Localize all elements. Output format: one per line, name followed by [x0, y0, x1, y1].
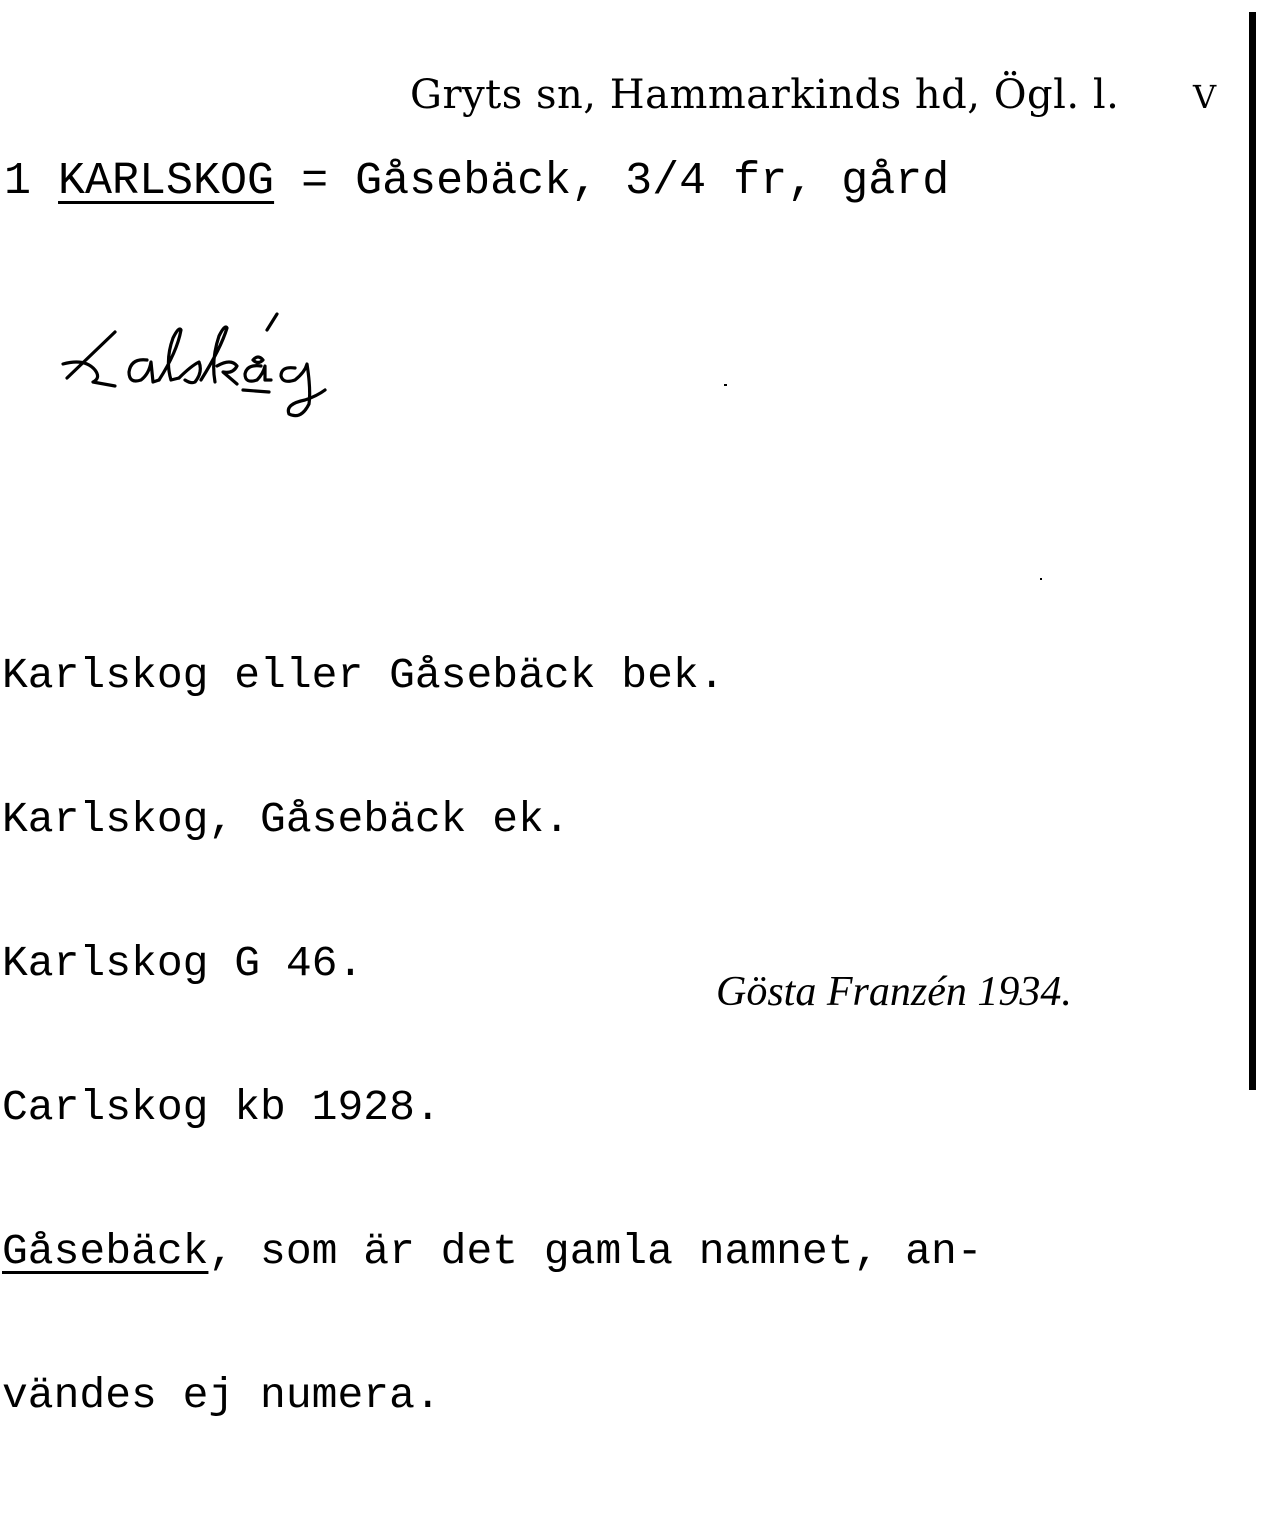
signature: Gösta Franzén 1934. — [716, 969, 1072, 1015]
text-line-3: Karlskog G 46. — [2, 939, 364, 988]
text-line-6: vändes ej numera. — [2, 1371, 441, 1420]
corner-mark: V — [1193, 78, 1217, 116]
card-edge-rule — [1249, 12, 1256, 1090]
entry-rest: Gåsebäck, 3/4 fr, gård — [355, 156, 950, 207]
text-line-2: Karlskog, Gåsebäck ek. — [2, 795, 570, 844]
text-line-1: Karlskog eller Gåsebäck bek. — [2, 651, 725, 700]
text-line-5 — [2, 1228, 983, 1276]
entry-line — [4, 156, 949, 207]
body-text — [2, 556, 983, 1516]
old-name: Gåsebäck — [2, 1227, 209, 1276]
scan-speck — [724, 384, 727, 386]
card-header: Gryts sn, Hammarkinds hd, Ögl. l. — [410, 72, 1120, 118]
entry-number: 1 — [4, 156, 32, 207]
entry-headword: KARLSKOG — [58, 156, 275, 207]
scan-speck — [1040, 578, 1042, 580]
entry-equals: = — [301, 156, 329, 207]
text-line-4: Carlskog kb 1928. — [2, 1083, 441, 1132]
text-line-5-rest: , som är det gamla namnet, an- — [208, 1227, 983, 1276]
handwritten-pronunciation — [55, 300, 395, 430]
